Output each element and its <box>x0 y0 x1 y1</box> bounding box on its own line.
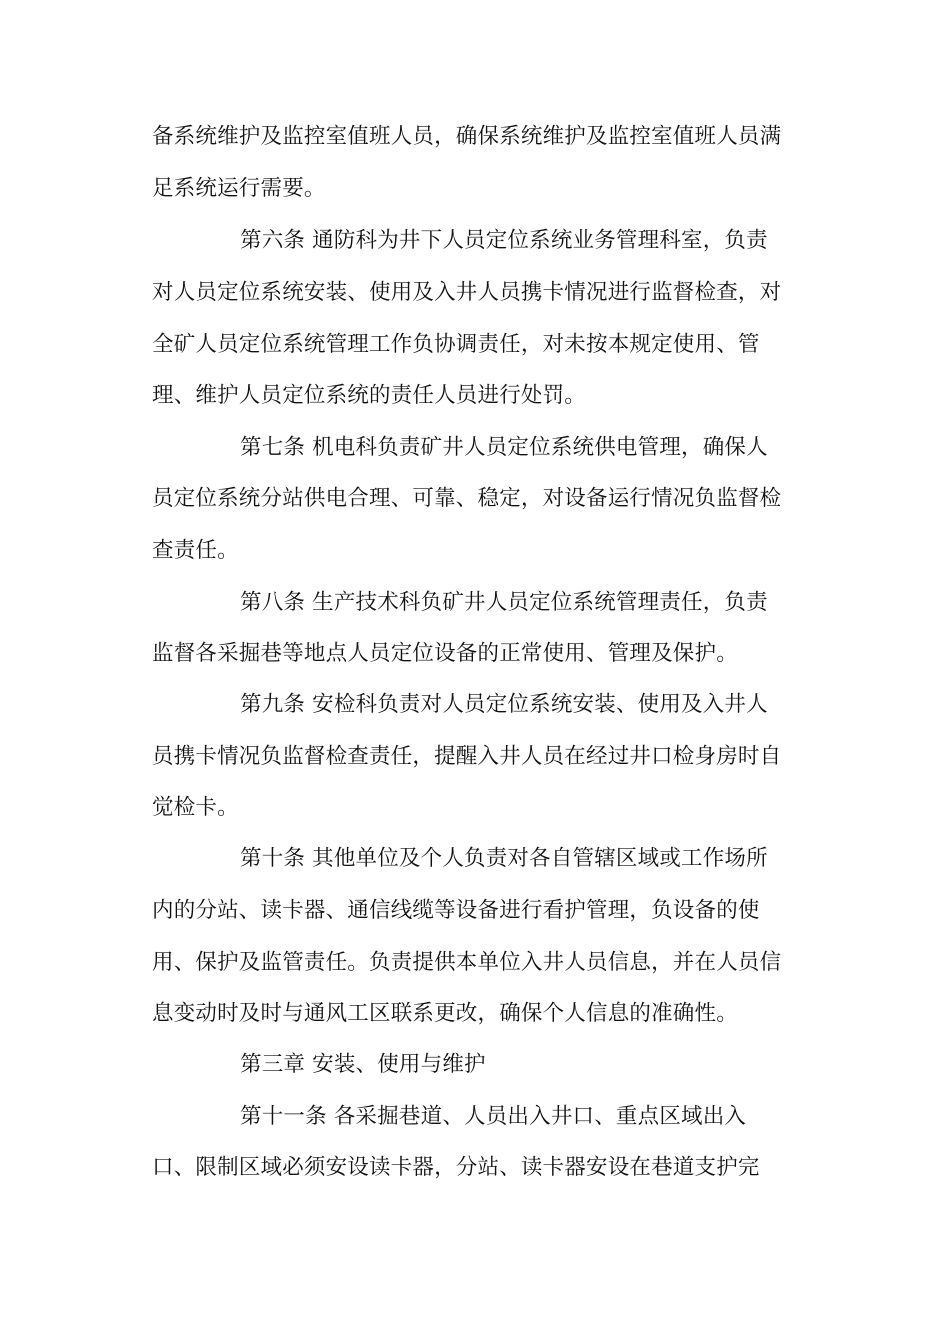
text-line: 员定位系统分站供电合理、可靠、稳定，对设备运行情况负监督检 <box>152 486 782 511</box>
article-10-heading-line: 第十条 其他单位及个人负责对各自管辖区域或工作场所 <box>240 846 768 871</box>
text-line: 足系统运行需要。 <box>152 176 326 201</box>
article-11-heading-line: 第十一条 各采掘巷道、人员出入井口、重点区域出入 <box>240 1104 747 1129</box>
article-6-heading-line: 第六条 通防科为井下人员定位系统业务管理科室，负责 <box>240 228 768 253</box>
text-line: 全矿人员定位系统管理工作负协调责任，对未按本规定使用、管 <box>152 332 760 357</box>
chapter-3-heading: 第三章 安装、使用与维护 <box>240 1052 486 1077</box>
article-7-heading-line: 第七条 机电科负责矿井人员定位系统供电管理，确保人 <box>240 435 768 460</box>
text-line: 用、保护及监管责任。负责提供本单位入井人员信息，并在人员信 <box>152 950 782 975</box>
text-line: 息变动时及时与通风工区联系更改，确保个人信息的准确性。 <box>152 1001 738 1026</box>
text-line: 备系统维护及监控室值班人员，确保系统维护及监控室值班人员满 <box>152 124 782 149</box>
article-9-heading-line: 第九条 安检科负责对人员定位系统安装、使用及入井人 <box>240 692 768 717</box>
text-line: 觉检卡。 <box>152 795 239 820</box>
text-line: 监督各采掘巷等地点人员定位设备的正常使用、管理及保护。 <box>152 641 738 666</box>
text-line: 内的分站、读卡器、通信线缆等设备进行看护管理，负设备的使 <box>152 898 760 923</box>
text-line: 员携卡情况负监督检查责任，提醒入井人员在经过井口检身房时自 <box>152 744 782 769</box>
text-line: 口、限制区域必须安设读卡器，分站、读卡器安设在巷道支护完 <box>152 1155 760 1180</box>
text-line: 对人员定位系统安装、使用及入井人员携卡情况进行监督检查，对 <box>152 280 782 305</box>
article-8-heading-line: 第八条 生产技术科负矿井人员定位系统管理责任，负责 <box>240 590 768 615</box>
text-line: 查责任。 <box>152 538 239 563</box>
text-line: 理、维护人员定位系统的责任人员进行处罚。 <box>152 383 587 408</box>
